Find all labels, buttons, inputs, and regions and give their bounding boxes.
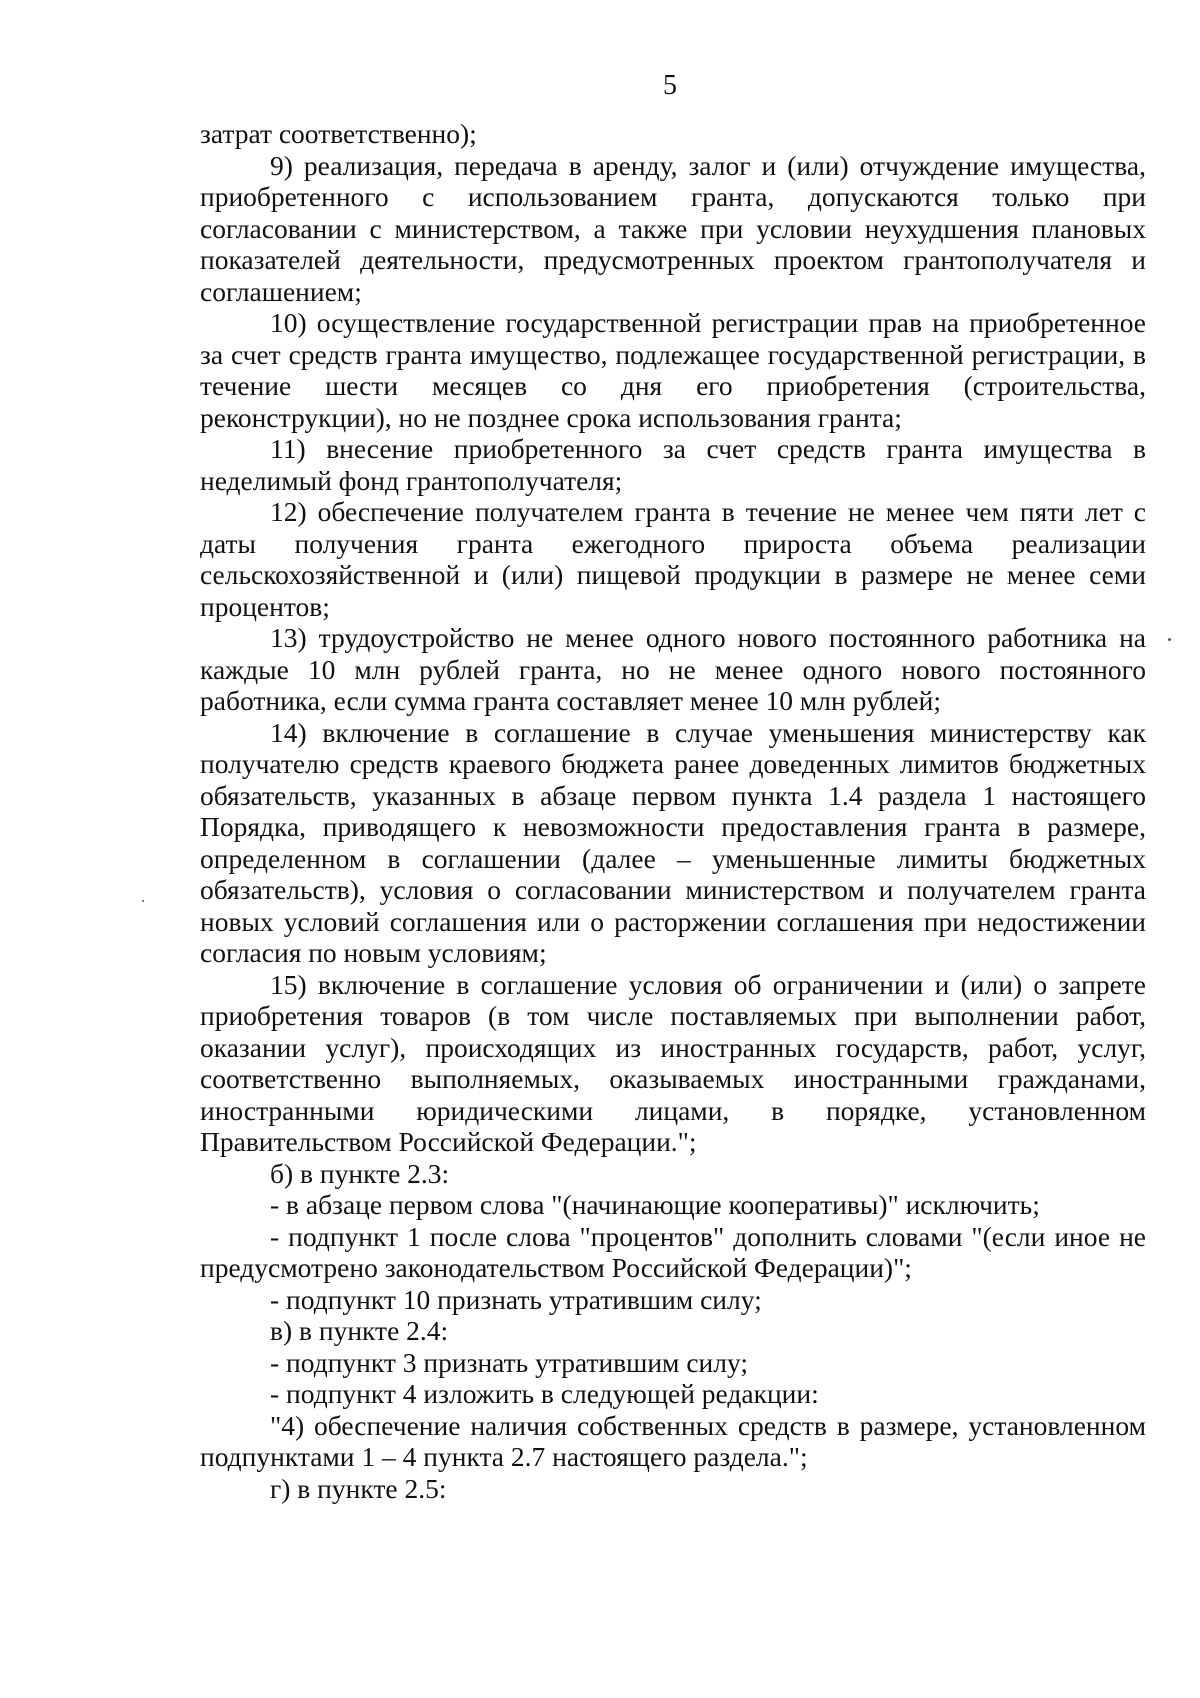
paragraph-amendment: - подпункт 3 признать утратившим силу; (270, 1346, 749, 1378)
paragraph-section-g: г) в пункте 2.5: (270, 1472, 447, 1504)
paragraph-section-b: б) в пункте 2.3: (270, 1157, 450, 1189)
paragraph-section-v: в) в пункте 2.4: (270, 1315, 449, 1346)
paragraph-item-11: 11) внесение приобретенного за счет средств гранта имущества в неделимый фонд грантополучателя; (200, 433, 1146, 496)
paragraph-item-15: 15) включение в соглашение условия об ограничении и (или) о запрете приобретения товаров (в том числе поставляемых при выполнении работ, оказании услуг), происходящих из иностранных государств, работ, услуг, соответственно выполняемых, оказываемых иностранными гражданами, иностранными юридическими лицами, в порядке, установленном Правительством Российской Федерации."; (200, 968, 1146, 1157)
paragraph-item-10: 10) осуществление государственной регистрации прав на приобретенное за счет средств гранта имущество, подлежащее государственной регистрации, в течение шести месяцев со дня его приобретения (строительства, реконструкции), но не позднее срока использования гранта; (200, 307, 1146, 433)
document-body (200, 118, 1146, 1504)
paragraph-amendment: - подпункт 10 признать утратившим силу; (270, 1283, 762, 1315)
scan-speck (142, 900, 144, 902)
paragraph-amendment: - в абзаце первом слова "(начинающие кооперативы)" исключить; (270, 1189, 1040, 1220)
paragraph-continuation: затрат соответственно); (200, 118, 477, 149)
scan-speck (1168, 638, 1171, 641)
paragraph-amendment: - подпункт 4 изложить в следующей редакции: (270, 1378, 819, 1409)
paragraph-amendment: - подпункт 1 после слова "процентов" дополнить словами "(если иное не предусмотрено законодательством Российской Федерации)"; (200, 1220, 1146, 1283)
paragraph-amendment-text: "4) обеспечение наличия собственных средств в размере, установленном подпунктами 1 – 4 пункта 2.7 настоящего раздела."; (200, 1409, 1146, 1472)
page-number: 5 (663, 70, 677, 101)
paragraph-item-12: 12) обеспечение получателем гранта в течение не менее чем пяти лет с даты получения гранта ежегодного прироста объема реализации сельскохозяйственной и (или) пищевой продукции в размере не менее семи процентов; (200, 496, 1146, 622)
paragraph-item-14: 14) включение в соглашение в случае уменьшения министерству как получателю средств краевого бюджета ранее доведенных лимитов бюджетных обязательств, указанных в абзаце первом пункта 1.4 раздела 1 настоящего Порядка, приводящего к невозможности предоставления гранта в размере, определенном в соглашении (далее – уменьшенные лимиты бюджетных обязательств), условия о согласовании министерством и получателем гранта новых условий соглашения или о расторжении соглашения при недостижении согласия по новым условиям; (200, 716, 1146, 968)
paragraph-item-13: 13) трудоустройство не менее одного нового постоянного работника на каждые 10 млн рублей гранта, но не менее одного нового постоянного работника, если сумма гранта составляет менее 10 млн рублей; (200, 622, 1146, 716)
paragraph-item-9: 9) реализация, передача в аренду, залог и (или) отчуждение имущества, приобретенного с использованием гранта, допускаются только при согласовании с министерством, а также при условии неухудшения плановых показателей деятельности, предусмотренных проектом грантополучателя и соглашением; (200, 149, 1146, 307)
